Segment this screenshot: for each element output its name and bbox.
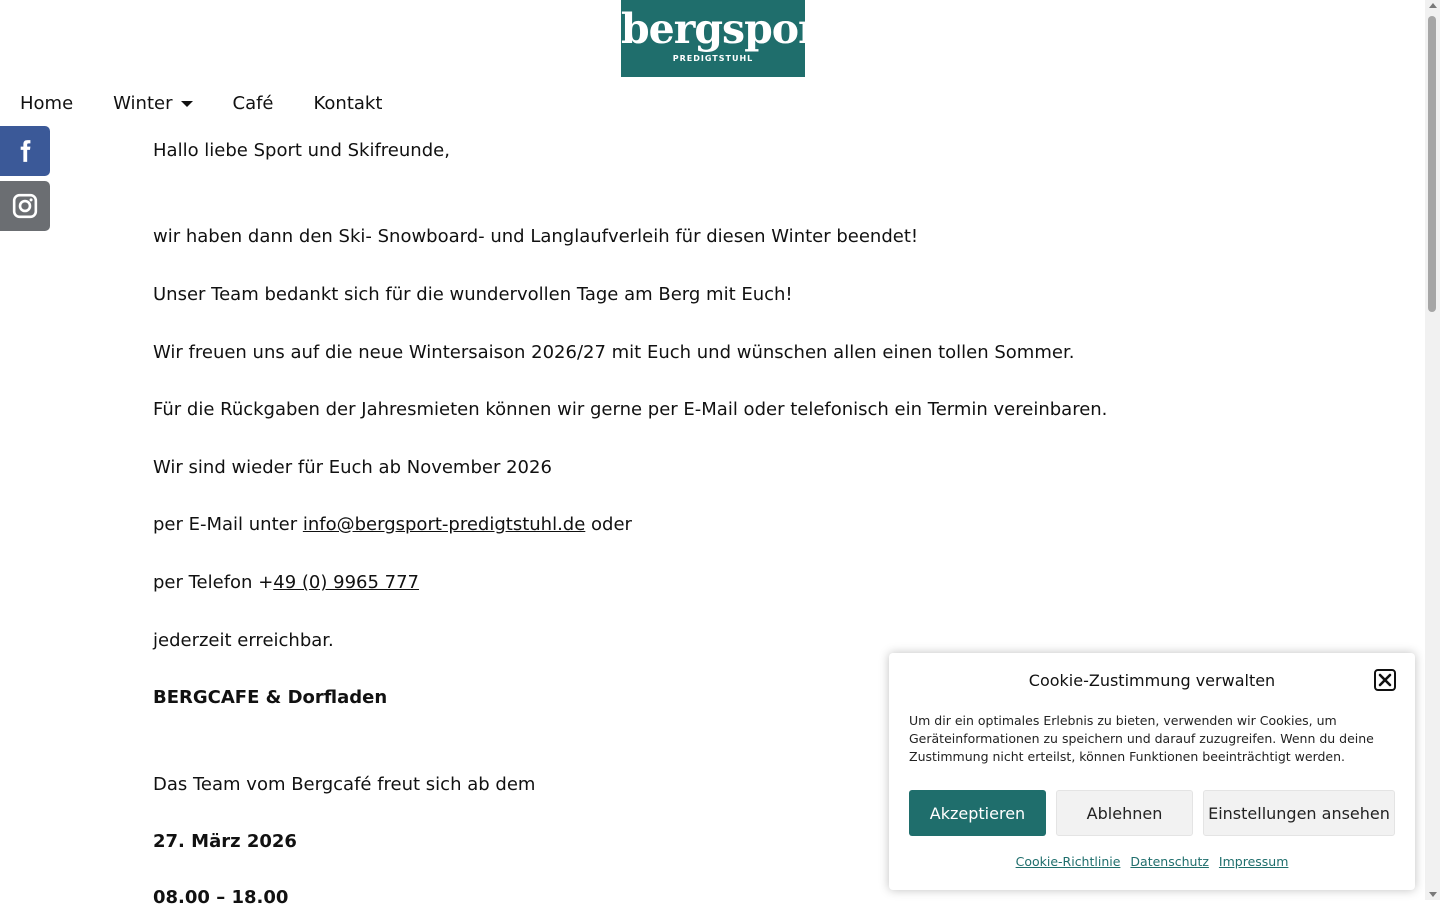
instagram-icon (12, 193, 38, 219)
deny-button[interactable]: Ablehnen (1056, 790, 1193, 836)
paragraph-cafe: Das Team vom Bergcafé freut sich ab dem (153, 774, 536, 795)
cookie-dialog-title: Cookie-Zustimmung verwalten (1028, 671, 1276, 690)
cookie-consent-dialog (889, 653, 1415, 890)
nav-item-home[interactable] (20, 93, 73, 114)
close-icon (1378, 673, 1392, 687)
nav-item-kontakt[interactable] (314, 93, 383, 114)
logo-wordmark: bergsport (621, 5, 837, 53)
greeting-text: Hallo liebe Sport und Skifreunde, (153, 140, 450, 161)
nav-item-cafe[interactable] (233, 93, 274, 114)
nav-label-cafe: Café (232, 92, 274, 114)
scroll-up-arrow-icon[interactable] (1429, 3, 1437, 8)
phone-link[interactable]: 49 (0) 9965 777 (273, 572, 420, 593)
nav-label-winter: Winter (113, 92, 173, 114)
page-scrollbar[interactable] (1425, 0, 1440, 900)
opening-hours: 08.00 – 18.00 (153, 887, 289, 908)
paragraph-thanks: Unser Team bedankt sich für die wundervollen Tage am Berg mit Euch! (153, 284, 793, 305)
email-link[interactable]: info@bergsport-predigtstuhl.de (302, 514, 586, 535)
imprint-link[interactable]: Impressum (1218, 854, 1289, 869)
paragraph-season-ended: wir haben dann den Ski- Snowboard- und Langlaufverleih für diesen Winter beendet! (153, 226, 919, 247)
paragraph-reopen: Wir sind wieder für Euch ab November 2026 (153, 457, 552, 478)
privacy-link[interactable]: Datenschutz (1130, 854, 1209, 869)
nav-item-winter[interactable] (113, 93, 192, 114)
phone-prefix: per Telefon + (153, 572, 274, 593)
site-logo[interactable] (621, 0, 837, 77)
email-prefix: per E-Mail unter (153, 514, 303, 535)
facebook-icon (12, 138, 38, 164)
view-preferences-button[interactable]: Einstellungen ansehen (1203, 790, 1395, 836)
paragraph-next-season: Wir freuen uns auf die neue Wintersaison 2026/27 mit Euch und wünschen allen einen tollen Sommer. (153, 342, 1075, 363)
cookie-dialog-text: Um dir ein optimales Erlebnis zu bieten, verwenden wir Cookies, um Geräteinformationen zu speichern und darauf zuzugreifen. Wenn du deine Zustimmung nicht erteilst, können Funktionen beeinträchtigt werden. (909, 713, 1374, 764)
paragraph-returns: Für die Rückgaben der Jahresmieten können wir gerne per E-Mail oder telefonisch ein Termin vereinbaren. (153, 399, 1108, 420)
email-suffix: oder (585, 514, 632, 535)
cookie-policy-link[interactable]: Cookie-Richtlinie (1015, 854, 1121, 869)
instagram-button[interactable] (0, 181, 50, 231)
cookie-links (889, 854, 1415, 869)
logo-subtitle: PREDIGTSTUHL (672, 54, 754, 63)
phone-line (153, 572, 419, 594)
facebook-button[interactable] (0, 126, 50, 176)
chevron-down-icon (181, 101, 193, 107)
opening-date: 27. März 2026 (153, 831, 297, 852)
nav-label-kontakt: Kontakt (313, 92, 383, 114)
email-line (153, 514, 632, 536)
paragraph-reachable: jederzeit erreichbar. (153, 630, 334, 651)
cafe-heading: BERGCAFE & Dorfladen (153, 687, 388, 708)
scroll-down-arrow-icon[interactable] (1429, 892, 1437, 897)
nav-label-home: Home (20, 92, 74, 114)
accept-button[interactable]: Akzeptieren (909, 790, 1046, 836)
scrollbar-thumb[interactable] (1428, 16, 1436, 312)
main-navigation (20, 90, 422, 116)
close-button[interactable] (1374, 669, 1396, 691)
